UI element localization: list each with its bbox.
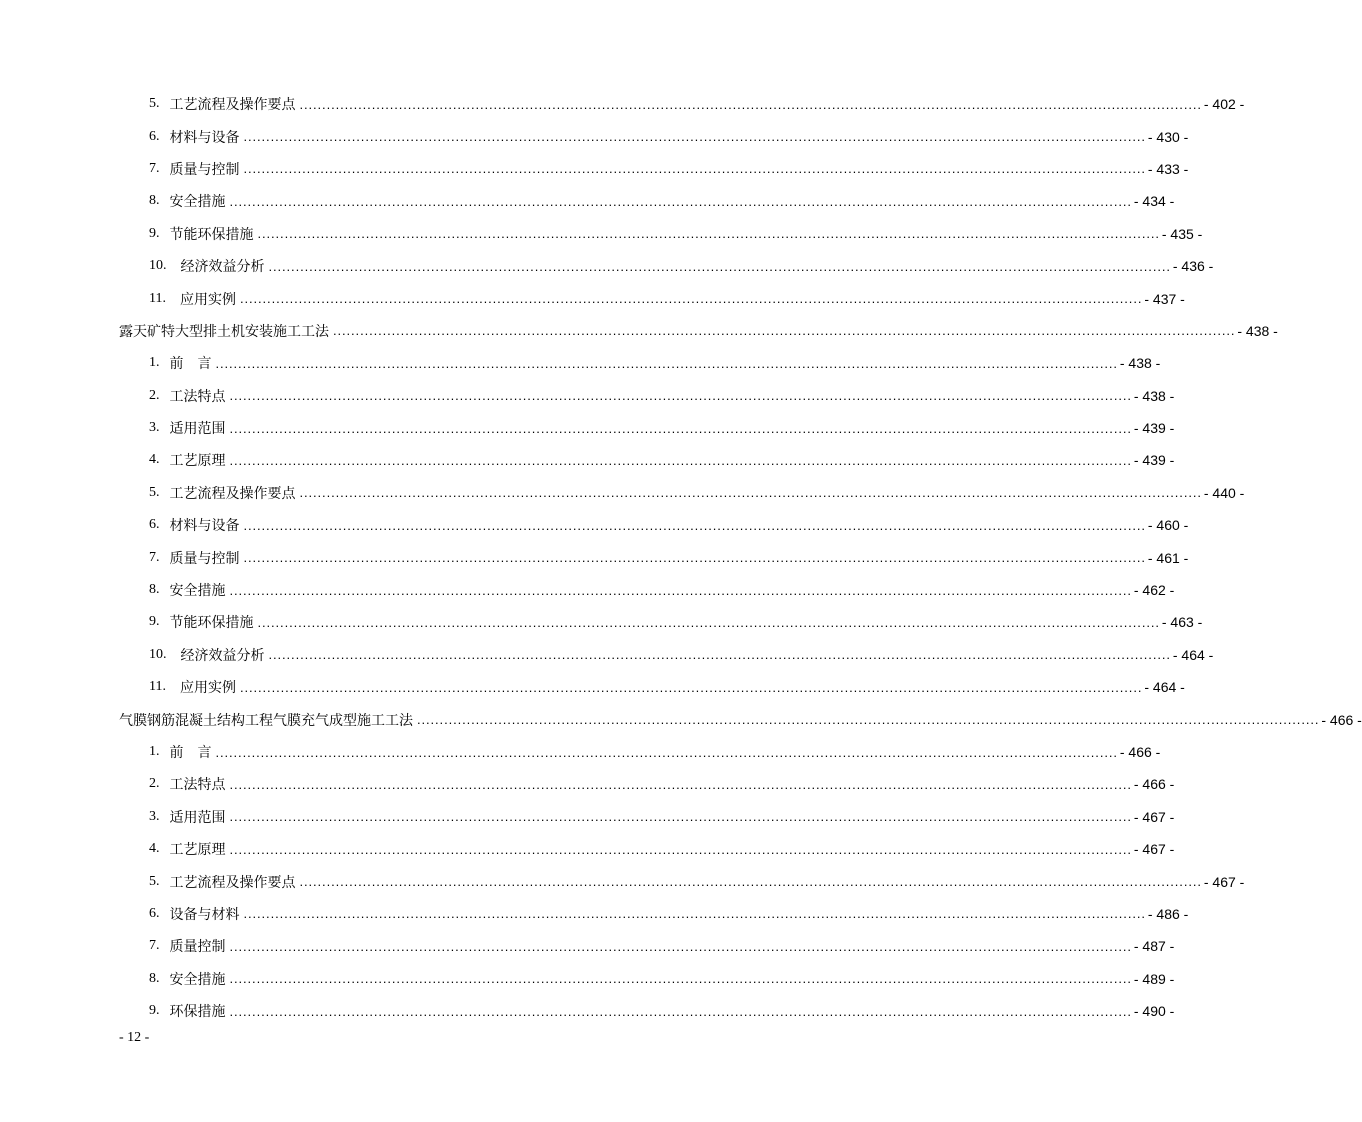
toc-entry-number: 3. bbox=[149, 420, 160, 436]
toc-entry-title: 工艺原理 bbox=[169, 842, 226, 859]
toc-entry-title: 前 言 bbox=[169, 745, 212, 761]
toc-entry-number: 10. bbox=[149, 646, 167, 662]
toc-entry-page-number: - 439 - bbox=[1133, 420, 1175, 437]
toc-entry-title: 适用范围 bbox=[169, 421, 226, 438]
toc-entry-page-number: - 487 - bbox=[1133, 938, 1175, 955]
toc-dot-leader: ........................................................................................................................................................................................................ bbox=[243, 906, 1146, 922]
toc-entry-number: 2. bbox=[149, 387, 160, 403]
toc-dot-leader: ........................................................................................................................................................................................................ bbox=[299, 485, 1202, 501]
toc-section-entry[interactable] bbox=[0, 541, 1189, 573]
toc-entry-title: 安全措施 bbox=[169, 971, 226, 988]
toc-entry-page-number: - 440 - bbox=[1203, 484, 1245, 501]
toc-section-entry[interactable] bbox=[0, 930, 1175, 962]
toc-entry-number: 10. bbox=[149, 258, 167, 274]
toc-entry-title: 应用实例 bbox=[179, 291, 236, 308]
toc-entry-page-number: - 438 - bbox=[1237, 322, 1278, 339]
toc-entry-page-number: - 467 - bbox=[1133, 808, 1175, 825]
toc-entry-number: 6. bbox=[149, 517, 160, 533]
toc-entry-title: 工艺原理 bbox=[169, 453, 226, 470]
toc-entry-page-number: - 461 - bbox=[1147, 549, 1189, 566]
toc-dot-leader: ........................................................................................................................................................................................................ bbox=[229, 776, 1132, 792]
toc-section-entry[interactable] bbox=[0, 88, 1245, 120]
toc-section-entry[interactable] bbox=[0, 606, 1203, 638]
toc-section-entry[interactable] bbox=[0, 865, 1245, 897]
toc-entry-page-number: - 436 - bbox=[1172, 258, 1214, 275]
toc-dot-leader: ........................................................................................................................................................................................................ bbox=[215, 744, 1118, 760]
toc-entry-title: 节能环保措施 bbox=[169, 615, 254, 632]
toc-section-entry[interactable] bbox=[0, 120, 1189, 152]
toc-section-entry[interactable] bbox=[0, 185, 1175, 217]
toc-entry-number: 7. bbox=[149, 938, 160, 954]
toc-entry-number: 1. bbox=[149, 744, 160, 759]
toc-dot-leader: ........................................................................................................................................................................................................ bbox=[257, 614, 1160, 630]
toc-entry-title: 露天矿特大型排土机安装施工工法 bbox=[119, 323, 329, 340]
toc-entry-page-number: - 462 - bbox=[1133, 582, 1175, 599]
toc-dot-leader: ........................................................................................................................................................................................................ bbox=[268, 258, 1171, 274]
toc-dot-leader: ........................................................................................................................................................................................................ bbox=[243, 550, 1146, 566]
toc-section-entry[interactable] bbox=[0, 347, 1161, 379]
toc-section-entry[interactable] bbox=[0, 768, 1175, 800]
toc-entry-number: 8. bbox=[149, 970, 160, 986]
toc-entry-title: 工法特点 bbox=[169, 777, 226, 794]
toc-section-entry[interactable] bbox=[0, 444, 1175, 476]
toc-entry-page-number: - 464 - bbox=[1144, 679, 1185, 696]
toc-dot-leader: ........................................................................................................................................................................................................ bbox=[229, 420, 1132, 436]
toc-dot-leader: ........................................................................................................................................................................................................ bbox=[299, 874, 1202, 890]
toc-entry-page-number: - 467 - bbox=[1133, 841, 1175, 858]
toc-entry-title: 质量与控制 bbox=[169, 550, 240, 567]
toc-section-entry[interactable] bbox=[0, 898, 1189, 930]
toc-entry-page-number: - 402 - bbox=[1203, 96, 1245, 113]
toc-entry-title: 工艺流程及操作要点 bbox=[169, 97, 296, 114]
toc-entry-number: 11. bbox=[149, 290, 166, 306]
toc-entry-page-number: - 433 - bbox=[1147, 160, 1189, 177]
toc-entry-page-number: - 490 - bbox=[1133, 1003, 1175, 1020]
toc-dot-leader: ........................................................................................................................................................................................................ bbox=[229, 388, 1132, 404]
toc-dot-leader: ........................................................................................................................................................................................................ bbox=[239, 291, 1143, 307]
toc-entry-title: 质量控制 bbox=[169, 939, 226, 956]
toc-entry-title: 安全措施 bbox=[169, 194, 226, 211]
toc-entry-number: 7. bbox=[149, 549, 160, 565]
toc-entry-title: 环保措施 bbox=[169, 1004, 226, 1021]
toc-entry-title: 工法特点 bbox=[169, 388, 226, 405]
toc-entry-title: 材料与设备 bbox=[169, 129, 240, 146]
toc-dot-leader: ........................................................................................................................................................................................................ bbox=[229, 582, 1132, 598]
toc-dot-leader: ........................................................................................................................................................................................................ bbox=[243, 129, 1146, 145]
toc-entry-number: 8. bbox=[149, 582, 160, 598]
toc-entry-page-number: - 466 - bbox=[1321, 711, 1362, 728]
toc-dot-leader: ........................................................................................................................................................................................................ bbox=[417, 712, 1320, 728]
toc-section-entry[interactable] bbox=[0, 412, 1175, 444]
toc-dot-leader: ........................................................................................................................................................................................................ bbox=[239, 679, 1143, 695]
toc-entry-title: 气膜钢筋混凝土结构工程气膜充气成型施工工法 bbox=[119, 712, 413, 729]
toc-entry-number: 6. bbox=[149, 905, 160, 921]
toc-entry-number: 8. bbox=[149, 193, 160, 209]
toc-section-entry[interactable] bbox=[0, 639, 1214, 671]
toc-entry-title: 安全措施 bbox=[169, 583, 226, 600]
toc-entry-page-number: - 489 - bbox=[1133, 970, 1175, 987]
table-of-contents bbox=[0, 88, 1362, 1027]
toc-section-entry[interactable] bbox=[0, 380, 1175, 412]
toc-entry-title: 应用实例 bbox=[179, 680, 236, 697]
toc-entry-number: 4. bbox=[149, 841, 160, 857]
toc-entry-title: 质量与控制 bbox=[169, 161, 240, 178]
toc-entry-number: 4. bbox=[149, 452, 160, 468]
toc-section-entry[interactable] bbox=[0, 574, 1175, 606]
toc-section-entry[interactable] bbox=[0, 477, 1245, 509]
toc-entry-number: 7. bbox=[149, 160, 160, 176]
toc-entry-title: 经济效益分析 bbox=[180, 647, 265, 664]
toc-entry-page-number: - 466 - bbox=[1133, 776, 1175, 793]
toc-entry-page-number: - 430 - bbox=[1147, 128, 1189, 145]
toc-dot-leader: ........................................................................................................................................................................................................ bbox=[229, 452, 1132, 468]
toc-dot-leader: ........................................................................................................................................................................................................ bbox=[229, 971, 1132, 987]
toc-dot-leader: ........................................................................................................................................................................................................ bbox=[333, 323, 1236, 339]
toc-dot-leader: ........................................................................................................................................................................................................ bbox=[229, 193, 1132, 209]
toc-dot-leader: ........................................................................................................................................................................................................ bbox=[229, 841, 1132, 857]
toc-entry-page-number: - 464 - bbox=[1172, 646, 1214, 663]
toc-entry-page-number: - 460 - bbox=[1147, 517, 1189, 534]
toc-section-entry[interactable] bbox=[0, 282, 1185, 314]
page-number-footer: - 12 - bbox=[119, 1030, 150, 1045]
toc-entry-number: 1. bbox=[149, 355, 160, 371]
toc-entry-page-number: - 435 - bbox=[1161, 225, 1203, 242]
toc-section-entry[interactable] bbox=[0, 250, 1214, 282]
toc-section-entry[interactable] bbox=[0, 995, 1175, 1027]
toc-entry-title: 工艺流程及操作要点 bbox=[169, 874, 296, 891]
toc-chapter-entry[interactable] bbox=[0, 315, 1278, 347]
toc-section-entry[interactable] bbox=[0, 963, 1175, 995]
toc-entry-number: 5. bbox=[149, 484, 160, 500]
toc-entry-number: 11. bbox=[149, 679, 166, 695]
toc-entry-title: 工艺流程及操作要点 bbox=[169, 485, 296, 502]
toc-dot-leader: ........................................................................................................................................................................................................ bbox=[243, 517, 1146, 533]
toc-section-entry[interactable] bbox=[0, 671, 1185, 703]
toc-entry-number: 5. bbox=[149, 873, 160, 889]
toc-entry-number: 2. bbox=[149, 776, 160, 792]
toc-entry-number: 9. bbox=[149, 1003, 160, 1019]
toc-entry-page-number: - 486 - bbox=[1147, 905, 1189, 922]
toc-section-entry[interactable] bbox=[0, 801, 1175, 833]
toc-entry-page-number: - 463 - bbox=[1161, 614, 1203, 631]
toc-section-entry[interactable] bbox=[0, 736, 1161, 768]
toc-entry-page-number: - 438 - bbox=[1119, 355, 1161, 372]
toc-entry-title: 材料与设备 bbox=[169, 518, 240, 535]
toc-dot-leader: ........................................................................................................................................................................................................ bbox=[299, 96, 1202, 112]
toc-section-entry[interactable] bbox=[0, 509, 1189, 541]
toc-entry-page-number: - 438 - bbox=[1133, 387, 1175, 404]
toc-entry-title: 设备与材料 bbox=[169, 906, 240, 923]
toc-entry-number: 9. bbox=[149, 614, 160, 630]
toc-section-entry[interactable] bbox=[0, 833, 1175, 865]
toc-section-entry[interactable] bbox=[0, 218, 1203, 250]
toc-entry-page-number: - 439 - bbox=[1133, 452, 1175, 469]
toc-entry-page-number: - 467 - bbox=[1203, 873, 1245, 890]
toc-entry-number: 5. bbox=[149, 96, 160, 112]
toc-entry-page-number: - 437 - bbox=[1144, 290, 1185, 307]
toc-dot-leader: ........................................................................................................................................................................................................ bbox=[268, 647, 1171, 663]
toc-dot-leader: ........................................................................................................................................................................................................ bbox=[229, 1003, 1132, 1019]
toc-entry-page-number: - 466 - bbox=[1119, 744, 1161, 760]
toc-entry-number: 6. bbox=[149, 128, 160, 144]
toc-entry-title: 适用范围 bbox=[169, 809, 226, 826]
toc-entry-title: 节能环保措施 bbox=[169, 226, 254, 243]
toc-entry-title: 前 言 bbox=[169, 356, 212, 373]
toc-dot-leader: ........................................................................................................................................................................................................ bbox=[229, 938, 1132, 954]
toc-dot-leader: ........................................................................................................................................................................................................ bbox=[229, 809, 1132, 825]
toc-dot-leader: ........................................................................................................................................................................................................ bbox=[257, 226, 1160, 242]
toc-entry-number: 3. bbox=[149, 808, 160, 824]
toc-chapter-entry[interactable] bbox=[0, 703, 1362, 735]
toc-dot-leader: ........................................................................................................................................................................................................ bbox=[243, 161, 1146, 177]
toc-section-entry[interactable] bbox=[0, 153, 1189, 185]
toc-entry-number: 9. bbox=[149, 225, 160, 241]
toc-entry-title: 经济效益分析 bbox=[180, 259, 265, 276]
toc-dot-leader: ........................................................................................................................................................................................................ bbox=[215, 355, 1118, 371]
toc-entry-page-number: - 434 - bbox=[1133, 193, 1175, 210]
